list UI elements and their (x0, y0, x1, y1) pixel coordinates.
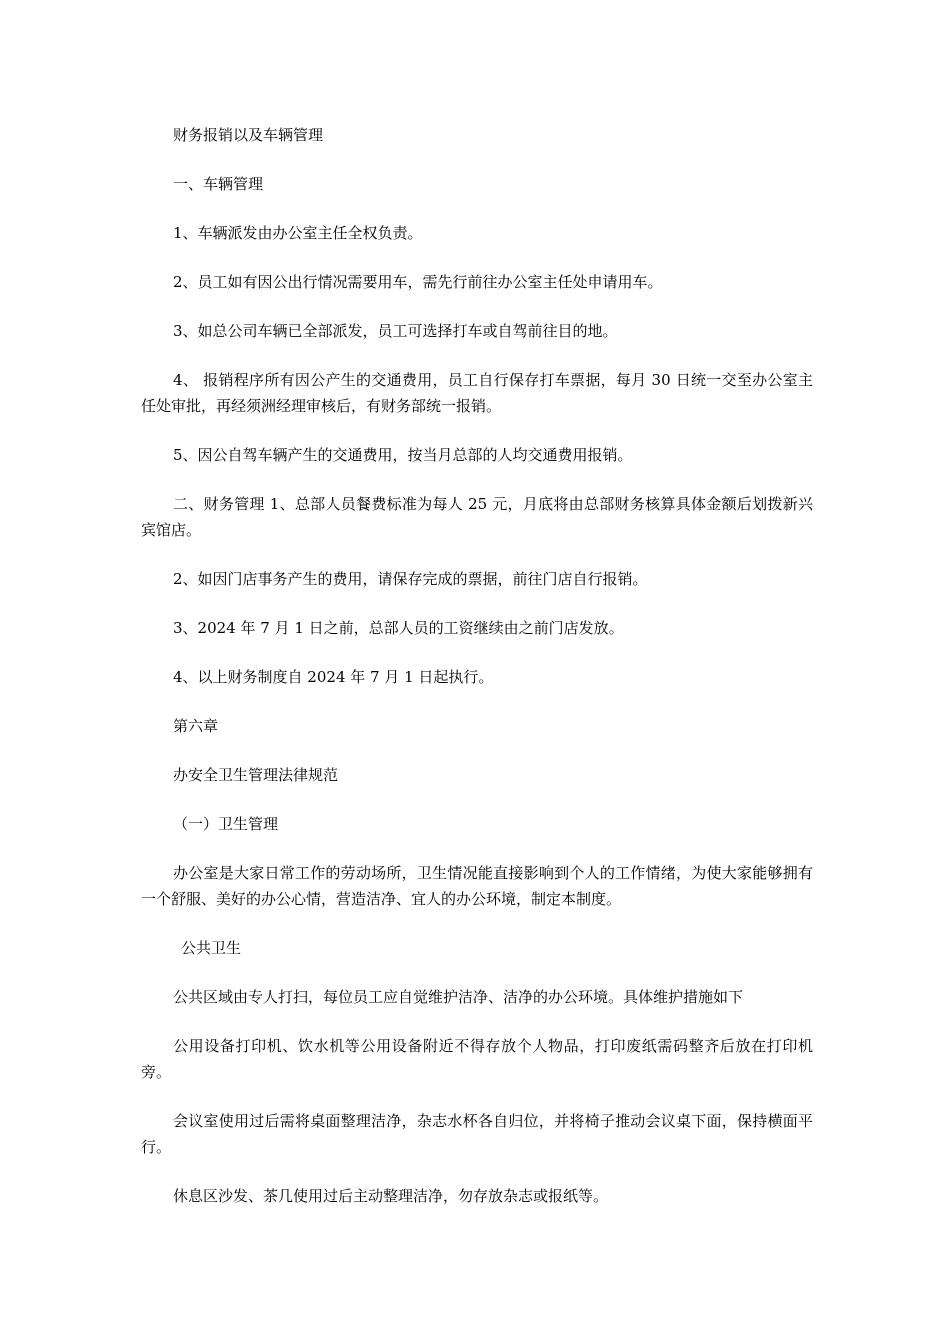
paragraph-vehicle-1: 1、车辆派发由办公室主任全权负责。 (173, 224, 423, 242)
paragraph-public-area: 公共区域由专人打扫，每位员工应自觉维护洁净、洁净的办公环境。具体维护措施如下 (173, 988, 744, 1006)
document-title: 财务报销以及车辆管理 (173, 126, 324, 144)
paragraph-finance-1: 二、财务管理 1、总部人员餐费标准为每人 25 元，月底将由总部财务核算具体金额后划拨新兴宾馆店。 (141, 495, 813, 539)
chapter-heading: 第六章 (173, 717, 219, 735)
section-heading-vehicle: 一、车辆管理 (173, 175, 264, 193)
paragraph-meeting-room: 会议室使用过后需将桌面整理洁净，杂志水杯各自归位，并将椅子推动会议桌下面，保持横面平行。 (141, 1112, 813, 1156)
paragraph-finance-2: 2、如因门店事务产生的费用，请保存完成的票据，前往门店自行报销。 (173, 570, 648, 588)
paragraph-rest-area: 休息区沙发、茶几使用过后主动整理洁净，勿存放杂志或报纸等。 (173, 1187, 609, 1205)
chapter-title: 办安全卫生管理法律规范 (173, 766, 339, 784)
subsection-heading-hygiene: （一）卫生管理 (173, 815, 279, 833)
paragraph-hygiene-intro: 办公室是大家日常工作的劳动场所，卫生情况能直接影响到个人的工作情绪，为使大家能够拥有一个舒服、美好的办公心情，营造洁净、宜人的办公环境，制定本制度。 (141, 864, 813, 908)
paragraph-vehicle-2: 2、员工如有因公出行情况需要用车，需先行前往办公室主任处申请用车。 (173, 273, 663, 291)
paragraph-finance-4: 4、以上财务制度自 2024 年 7 月 1 日起执行。 (173, 668, 494, 686)
paragraph-vehicle-3: 3、如总公司车辆已全部派发，员工可选择打车或自驾前往目的地。 (173, 322, 618, 340)
paragraph-vehicle-5: 5、因公自驾车辆产生的交通费用，按当月总部的人均交通费用报销。 (173, 446, 633, 464)
paragraph-shared-equipment: 公用设备打印机、饮水机等公用设备附近不得存放个人物品，打印废纸需码整齐后放在打印机旁。 (141, 1037, 813, 1081)
document-body (141, 122, 813, 1232)
paragraph-vehicle-4: 4、 报销程序所有因公产生的交通费用，员工自行保存打车票据，每月 30 日统一交至办公室主任处审批，再经须洲经理审核后，有财务部统一报销。 (141, 371, 813, 415)
subsection-heading-public: 公共卫生 (181, 939, 242, 957)
paragraph-finance-3: 3、2024 年 7 月 1 日之前，总部人员的工资继续由之前门店发放。 (173, 619, 624, 637)
